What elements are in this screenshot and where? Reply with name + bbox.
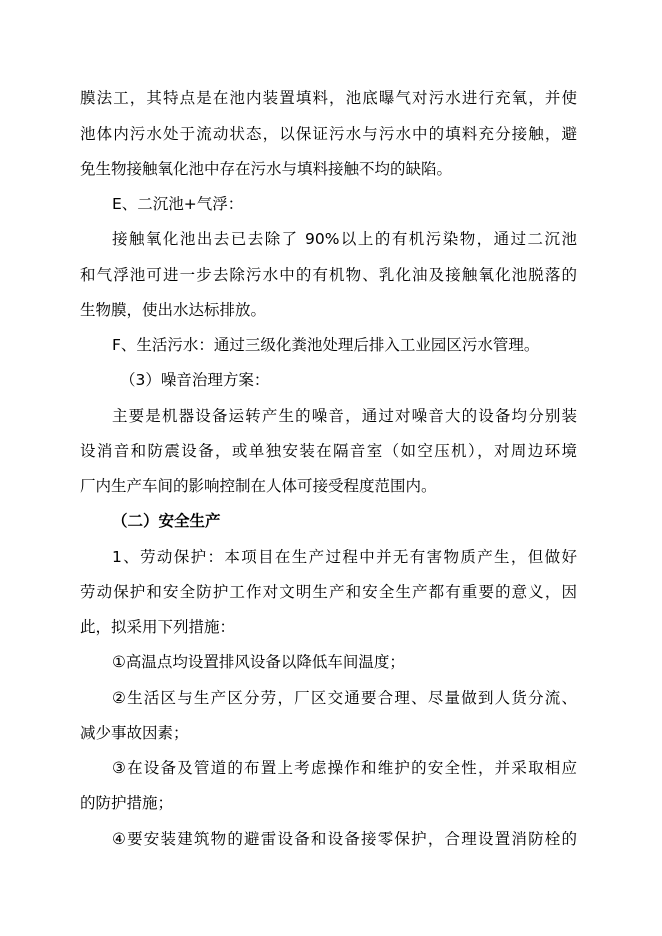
section-heading-noise: （3）噪音治理方案： — [120, 371, 270, 389]
paragraph-line: 此，拟采用下列措施： — [80, 618, 236, 636]
paragraph-line: 接触氧化池出去已去除了 90%以上的有机污染物，通过二沉池 — [112, 230, 577, 248]
section-heading-e: E、二沉池+气浮： — [112, 195, 244, 213]
paragraph-line: 膜法工，其特点是在池内装置填料，池底曝气对污水进行充氧，并使 — [80, 89, 577, 107]
section-heading-safety: （二）安全生产 — [112, 512, 221, 530]
list-item: ④要安装建筑物的避雷设备和设备接零保护，合理设置消防栓的 — [112, 830, 577, 848]
list-item: ①高温点均设置排风设备以降低车间温度； — [112, 653, 405, 671]
list-item: ②生活区与生产区分劳，厂区交通要合理、尽量做到人货分流、 — [112, 689, 577, 707]
list-item-continuation: 减少事故因素； — [80, 724, 189, 742]
paragraph-line: 厂内生产车间的影响控制在人体可接受程度范围内。 — [80, 477, 437, 495]
paragraph-line: 主要是机器设备运转产生的噪音，通过对噪音大的设备均分别装 — [112, 407, 577, 425]
paragraph-line: 池体内污水处于流动状态，以保证污水与污水中的填料充分接触，避 — [80, 125, 577, 143]
paragraph-line: 劳动保护和安全防护工作对文明生产和安全生产都有重要的意义，因 — [80, 583, 577, 601]
paragraph-line: 生物膜，使出水达标排放。 — [80, 301, 267, 319]
paragraph-line: 免生物接触氧化池中存在污水与填料接触不均的缺陷。 — [80, 160, 453, 178]
paragraph-line: 和气浮池可进一步去除污水中的有机物、乳化油及接触氧化池脱落的 — [80, 266, 577, 284]
list-item: ③在设备及管道的布置上考虑操作和维护的安全性，并采取相应 — [112, 759, 577, 777]
section-heading-f: F、生活污水：通过三级化粪池处理后排入工业园区污水管理。 — [112, 336, 540, 354]
list-item-continuation: 的防护措施； — [80, 794, 174, 812]
paragraph-line: 设消音和防震设备，或单独安装在隔音室（如空压机），对周边环境 — [80, 442, 577, 460]
paragraph-line: 1、劳动保护：本项目在生产过程中并无有害物质产生，但做好 — [112, 548, 577, 566]
